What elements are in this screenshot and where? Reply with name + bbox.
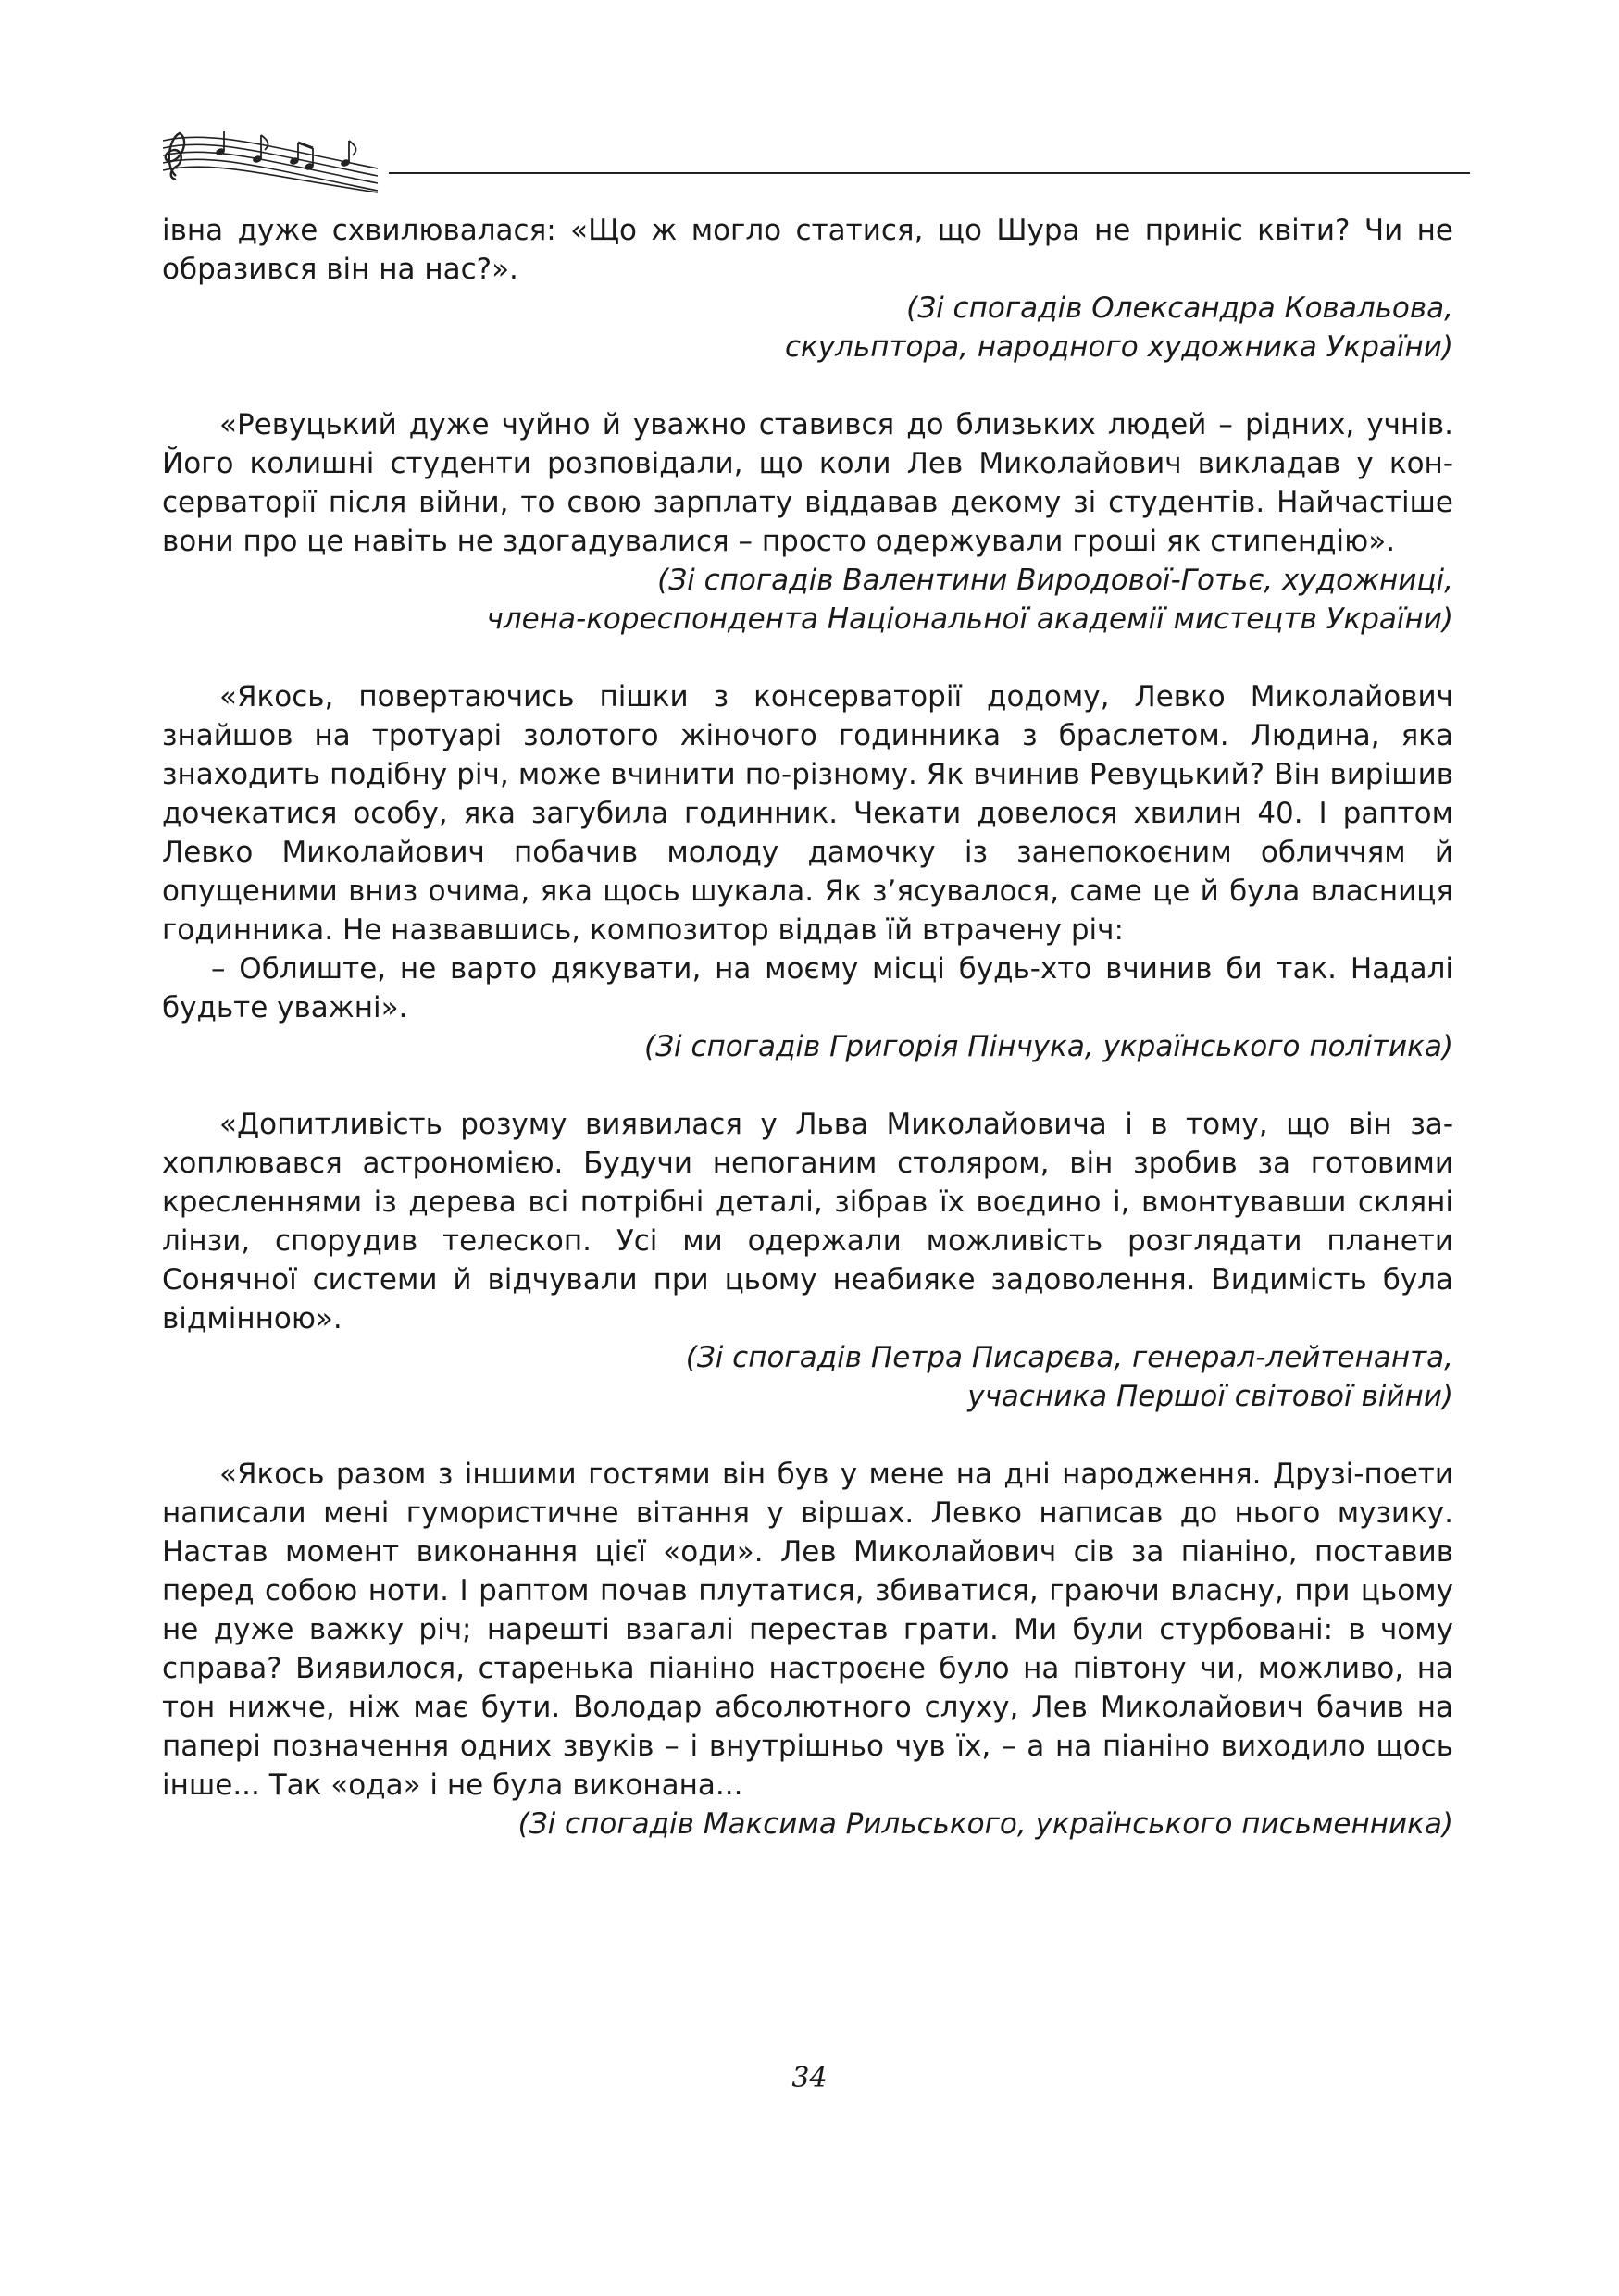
header-rule <box>389 172 1470 174</box>
paragraph-2-attribution-line-2: члена-кореспондента Національної академії мистецтв України) <box>486 602 1453 636</box>
page-header <box>156 120 1470 194</box>
spacer <box>162 1066 1453 1105</box>
paragraph-4-attribution-line-2: учасника Першої світової війни) <box>967 1380 1453 1413</box>
spacer <box>162 639 1453 677</box>
spacer <box>162 366 1453 405</box>
paragraph-4-attribution-line-1: (Зі спогадів Петра Писарєва, генерал-лейтенанта, <box>685 1341 1453 1374</box>
paragraph-3-attribution-line-1: (Зі спогадів Григорія Пінчука, українського політика) <box>643 1030 1453 1063</box>
music-staff-notes-icon <box>156 120 387 194</box>
paragraph-2-text: «Ревуцький дуже чуйно й уважно ставився до близьких людей – рідних, учнів. Його колишні студенти розповідали, що коли Лев Миколайович викладав у консерваторії після війни, то свою зарплату віддавав декому зі студентів. Найчастіше вони про це навіть не здогадувалися – просто одержували гроші як стипендію». <box>162 408 1453 558</box>
paragraph-4-text: «Допитливість розуму виявилася у Льва Миколайовича і в тому, що він захоплювався астрономією. Будучи непоганим столяром, він зробив за готовими кресленнями із дерева всі потрібні деталі, зібрав їх воєдино і, вмонтувавши скляні лінзи, спорудив телескоп. Усі ми одержали можливість розглядати планети Сонячної системи й відчували при цьому неабияке задоволення. Видимість була відмінною». <box>162 1108 1453 1335</box>
paragraph-1-attribution-line-1: (Зі спогадів Олександра Ковальова, <box>906 292 1453 325</box>
paragraph-1-attribution-line-2: скульптора, народного художника України) <box>785 330 1453 364</box>
paragraph-3-text: «Якось, повертаючись пішки з консерваторії додому, Левко Миколайович знайшов на тротуарі золотого жіночого годинника з браслетом. Людина, яка знаходить подібну річ, може вчинити по-різному. Як вчинив Ревуцький? Він вирішив дочекатися особу, яка загубила годинник. Чекати довелося хвилин 40. І раптом Левко Миколайович побачив молоду дамочку із занепокоєним обличчям й опущеними вниз очима, яка щось шукала. Як з’ясувалося, саме це й була власниця годинника. Не назвавшись, композитор віддав їй втрачену річ: <box>162 680 1453 947</box>
paragraph-5-text: «Якось разом з іншими гостями він був у мене на дні народження. Друзі-поети написали мені гумористичне вітання у віршах. Левко написав до нього музику. Настав момент виконання цієї «оди». Лев Миколайович сів за піаніно, поставив перед собою ноти. І раптом почав плутатися, збиватися, граючи власну, при цьому не дуже важку річ; нарешті взагалі перестав грати. Ми були стурбовані: в чому справа? Виявилося, старенька піаніно настроєне було на півтону чи, можливо, на тон нижче, ніж має бути. Володар абсолютного слуху, Лев Миколайович бачив на папері позначення одних звуків – і внутрішньо чув їх, – а на піаніно виходило щось інше... Так «ода» і не була виконана... <box>162 1458 1453 1802</box>
page-number: 34 <box>791 2062 828 2094</box>
paragraph-2-attribution-line-1: (Зі спогадів Валентини Виродової-Готьє, художниці, <box>657 564 1453 597</box>
page-body <box>162 211 1453 1843</box>
paragraph-3-speech: – Облиште, не варто дякувати, на моєму місці будь-хто вчинив би так. Надалі будьте уважні». <box>162 952 1453 1024</box>
paragraph-1-text: івна дуже схвилювалася: «Що ж могло статися, що Шура не приніс квіти? Чи не образився він на нас?». <box>162 214 1453 286</box>
paragraph-5-attribution-line-1: (Зі спогадів Максима Рильського, українського письменника) <box>517 1807 1453 1841</box>
spacer <box>162 1416 1453 1455</box>
